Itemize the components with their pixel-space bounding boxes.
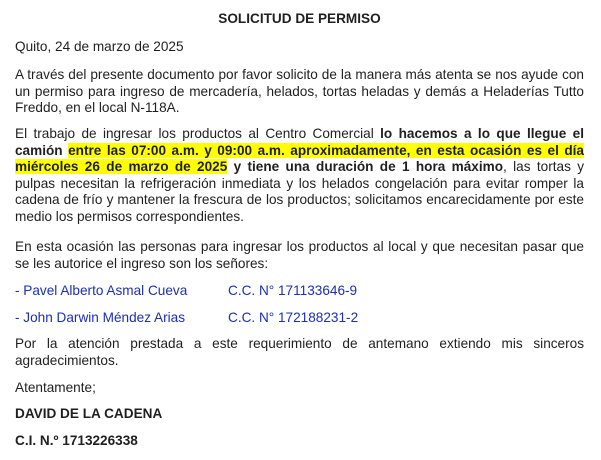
person-id: C.C. N° 172188231-2 (228, 310, 359, 325)
person-name: - John Darwin Méndez Arias (15, 310, 185, 325)
schedule-paragraph (15, 126, 584, 225)
signer-id: C.I. N.º 1713226338 (15, 433, 138, 448)
signer-name: DAVID DE LA CADENA (15, 406, 163, 421)
document-title: SOLICITUD DE PERMISO (218, 11, 381, 26)
request-paragraph: A través del presente documento por favor solicito de la manera más atenta se nos ayude con un permiso para ingreso de mercadería, helados, tortas heladas y demás a Heladerías Tutto Freddo, en el local N-118A. (15, 67, 584, 115)
schedule-highlighted-time: entre las 07:00 a.m. y 09:00 a.m. aproximadamente, en esta ocasión es el día miércoles 26 de marzo de 2025 (15, 142, 584, 174)
date-line: Quito, 24 de marzo de 2025 (15, 39, 184, 54)
schedule-bold-lead: lo hacemos a lo que llegue el camión (15, 126, 584, 158)
persons-intro-paragraph: En esta ocasión las personas para ingresar los productos al local y que necesitan pasar que se les autorice el ingreso son los señores: (15, 239, 584, 271)
closing-line: Atentamente; (15, 380, 96, 395)
person-entry (15, 309, 359, 327)
schedule-bold-duration: y tiene una duración de 1 hora máximo (227, 159, 504, 174)
schedule-intro-text: El trabajo de ingresar los productos al Centro Comercial (15, 126, 381, 141)
person-name: - Pavel Alberto Asmal Cueva (15, 283, 188, 298)
person-entry (15, 282, 358, 300)
thanks-paragraph: Por la atención prestada a este requerimiento de antemano extiendo mis sinceros agradecimientos. (15, 336, 584, 368)
person-id: C.C. N° 171133646-9 (228, 283, 358, 298)
schedule-rest-text: , las tortas y pulpas necesitan la refrigeración inmediata y los helados congelación para evitar romper la cadena de frío y mantener la frescura de los productos; solicitamos encarecidamente por este medio los permisos correspondientes. (15, 159, 584, 224)
